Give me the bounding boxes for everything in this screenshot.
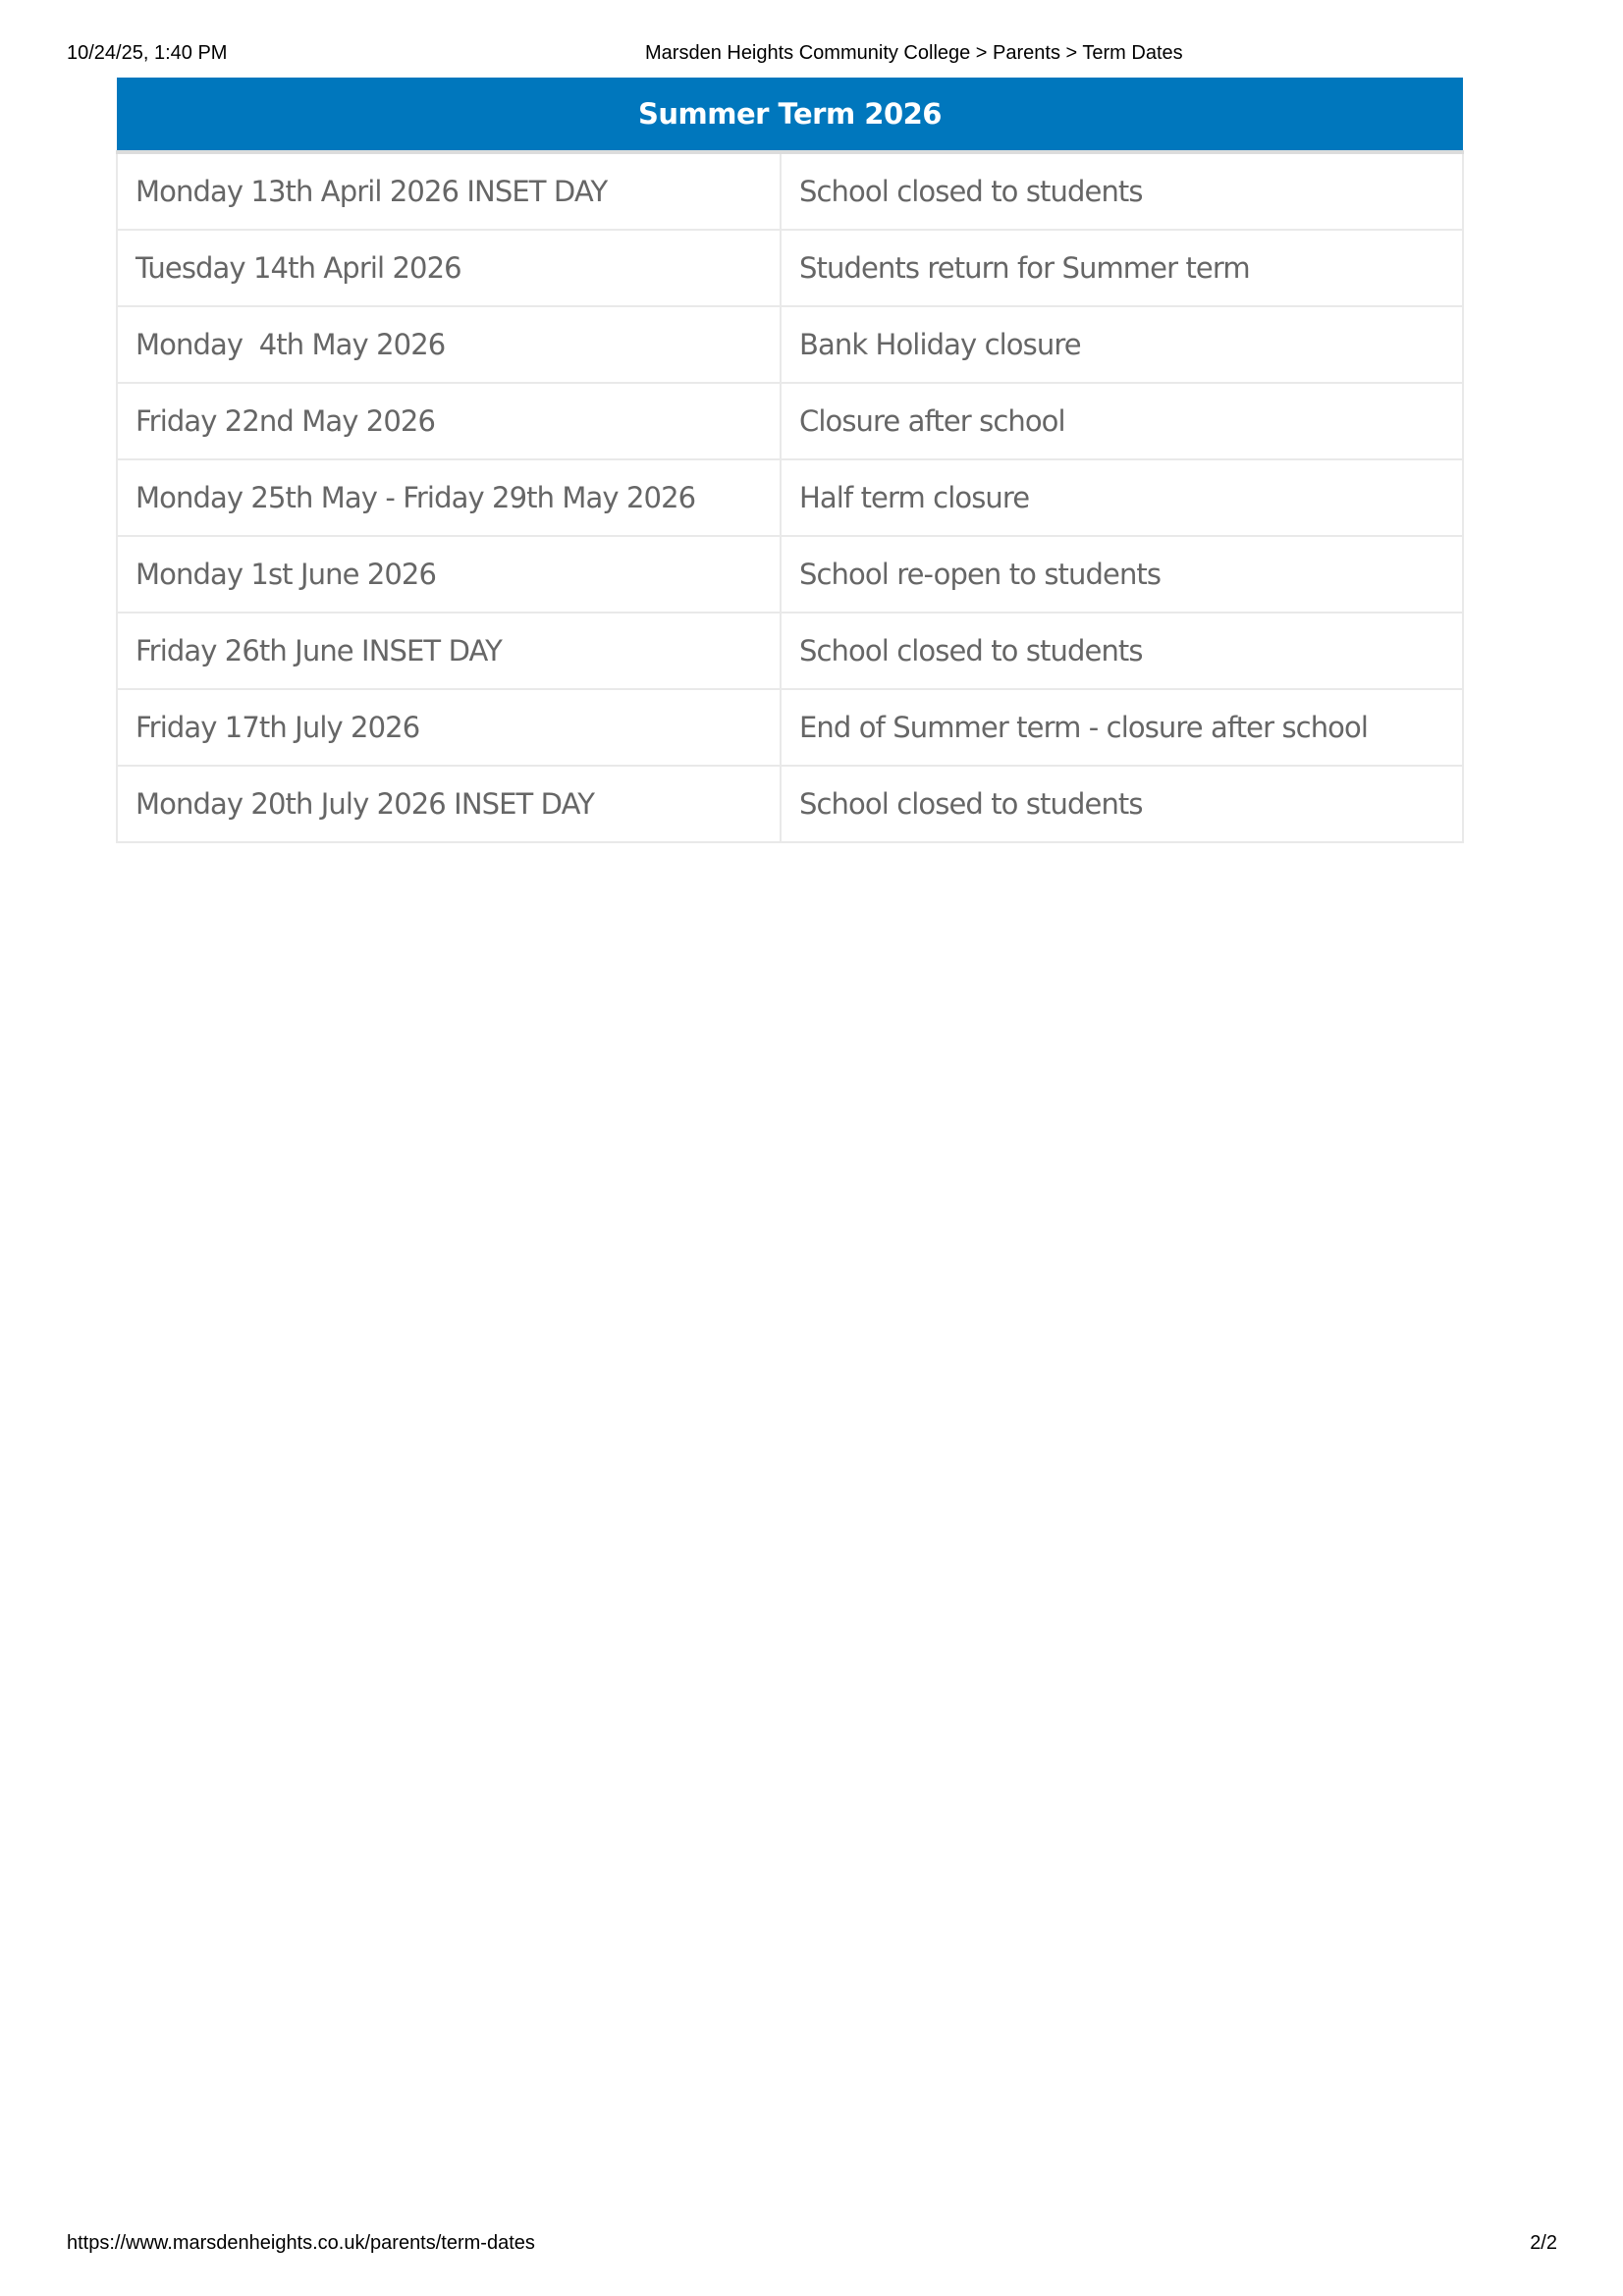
event-cell: End of Summer term - closure after school [781,689,1463,766]
event-cell: Bank Holiday closure [781,306,1463,383]
date-cell: Tuesday 14th April 2026 [117,230,781,306]
date-cell: Monday 25th May - Friday 29th May 2026 [117,459,781,536]
event-cell: School closed to students [781,613,1463,689]
print-page-number: 2/2 [1530,2232,1557,2254]
print-url: https://www.marsdenheights.co.uk/parents/term-dates [67,2232,535,2254]
date-cell: Monday 4th May 2026 [117,306,781,383]
table-row [117,152,1463,230]
date-cell: Monday 20th July 2026 INSET DAY [117,766,781,842]
table-row [117,383,1463,459]
event-cell: Students return for Summer term [781,230,1463,306]
table-header-row [117,78,1463,152]
date-cell: Friday 17th July 2026 [117,689,781,766]
table-row [117,536,1463,613]
print-page-title: Marsden Heights Community College > Parents > Term Dates [645,42,1183,64]
date-cell: Monday 1st June 2026 [117,536,781,613]
table-row [117,613,1463,689]
table-row [117,689,1463,766]
date-cell: Monday 13th April 2026 INSET DAY [117,152,781,230]
table-row [117,230,1463,306]
event-cell: School closed to students [781,152,1463,230]
event-cell: School closed to students [781,766,1463,842]
summer-term-table [116,78,1464,843]
date-cell: Friday 22nd May 2026 [117,383,781,459]
date-cell: Friday 26th June INSET DAY [117,613,781,689]
table-row [117,766,1463,842]
event-cell: Closure after school [781,383,1463,459]
print-datetime: 10/24/25, 1:40 PM [67,42,228,64]
table-row [117,459,1463,536]
event-cell: School re-open to students [781,536,1463,613]
event-cell: Half term closure [781,459,1463,536]
table-title: Summer Term 2026 [117,78,1463,152]
table-row [117,306,1463,383]
